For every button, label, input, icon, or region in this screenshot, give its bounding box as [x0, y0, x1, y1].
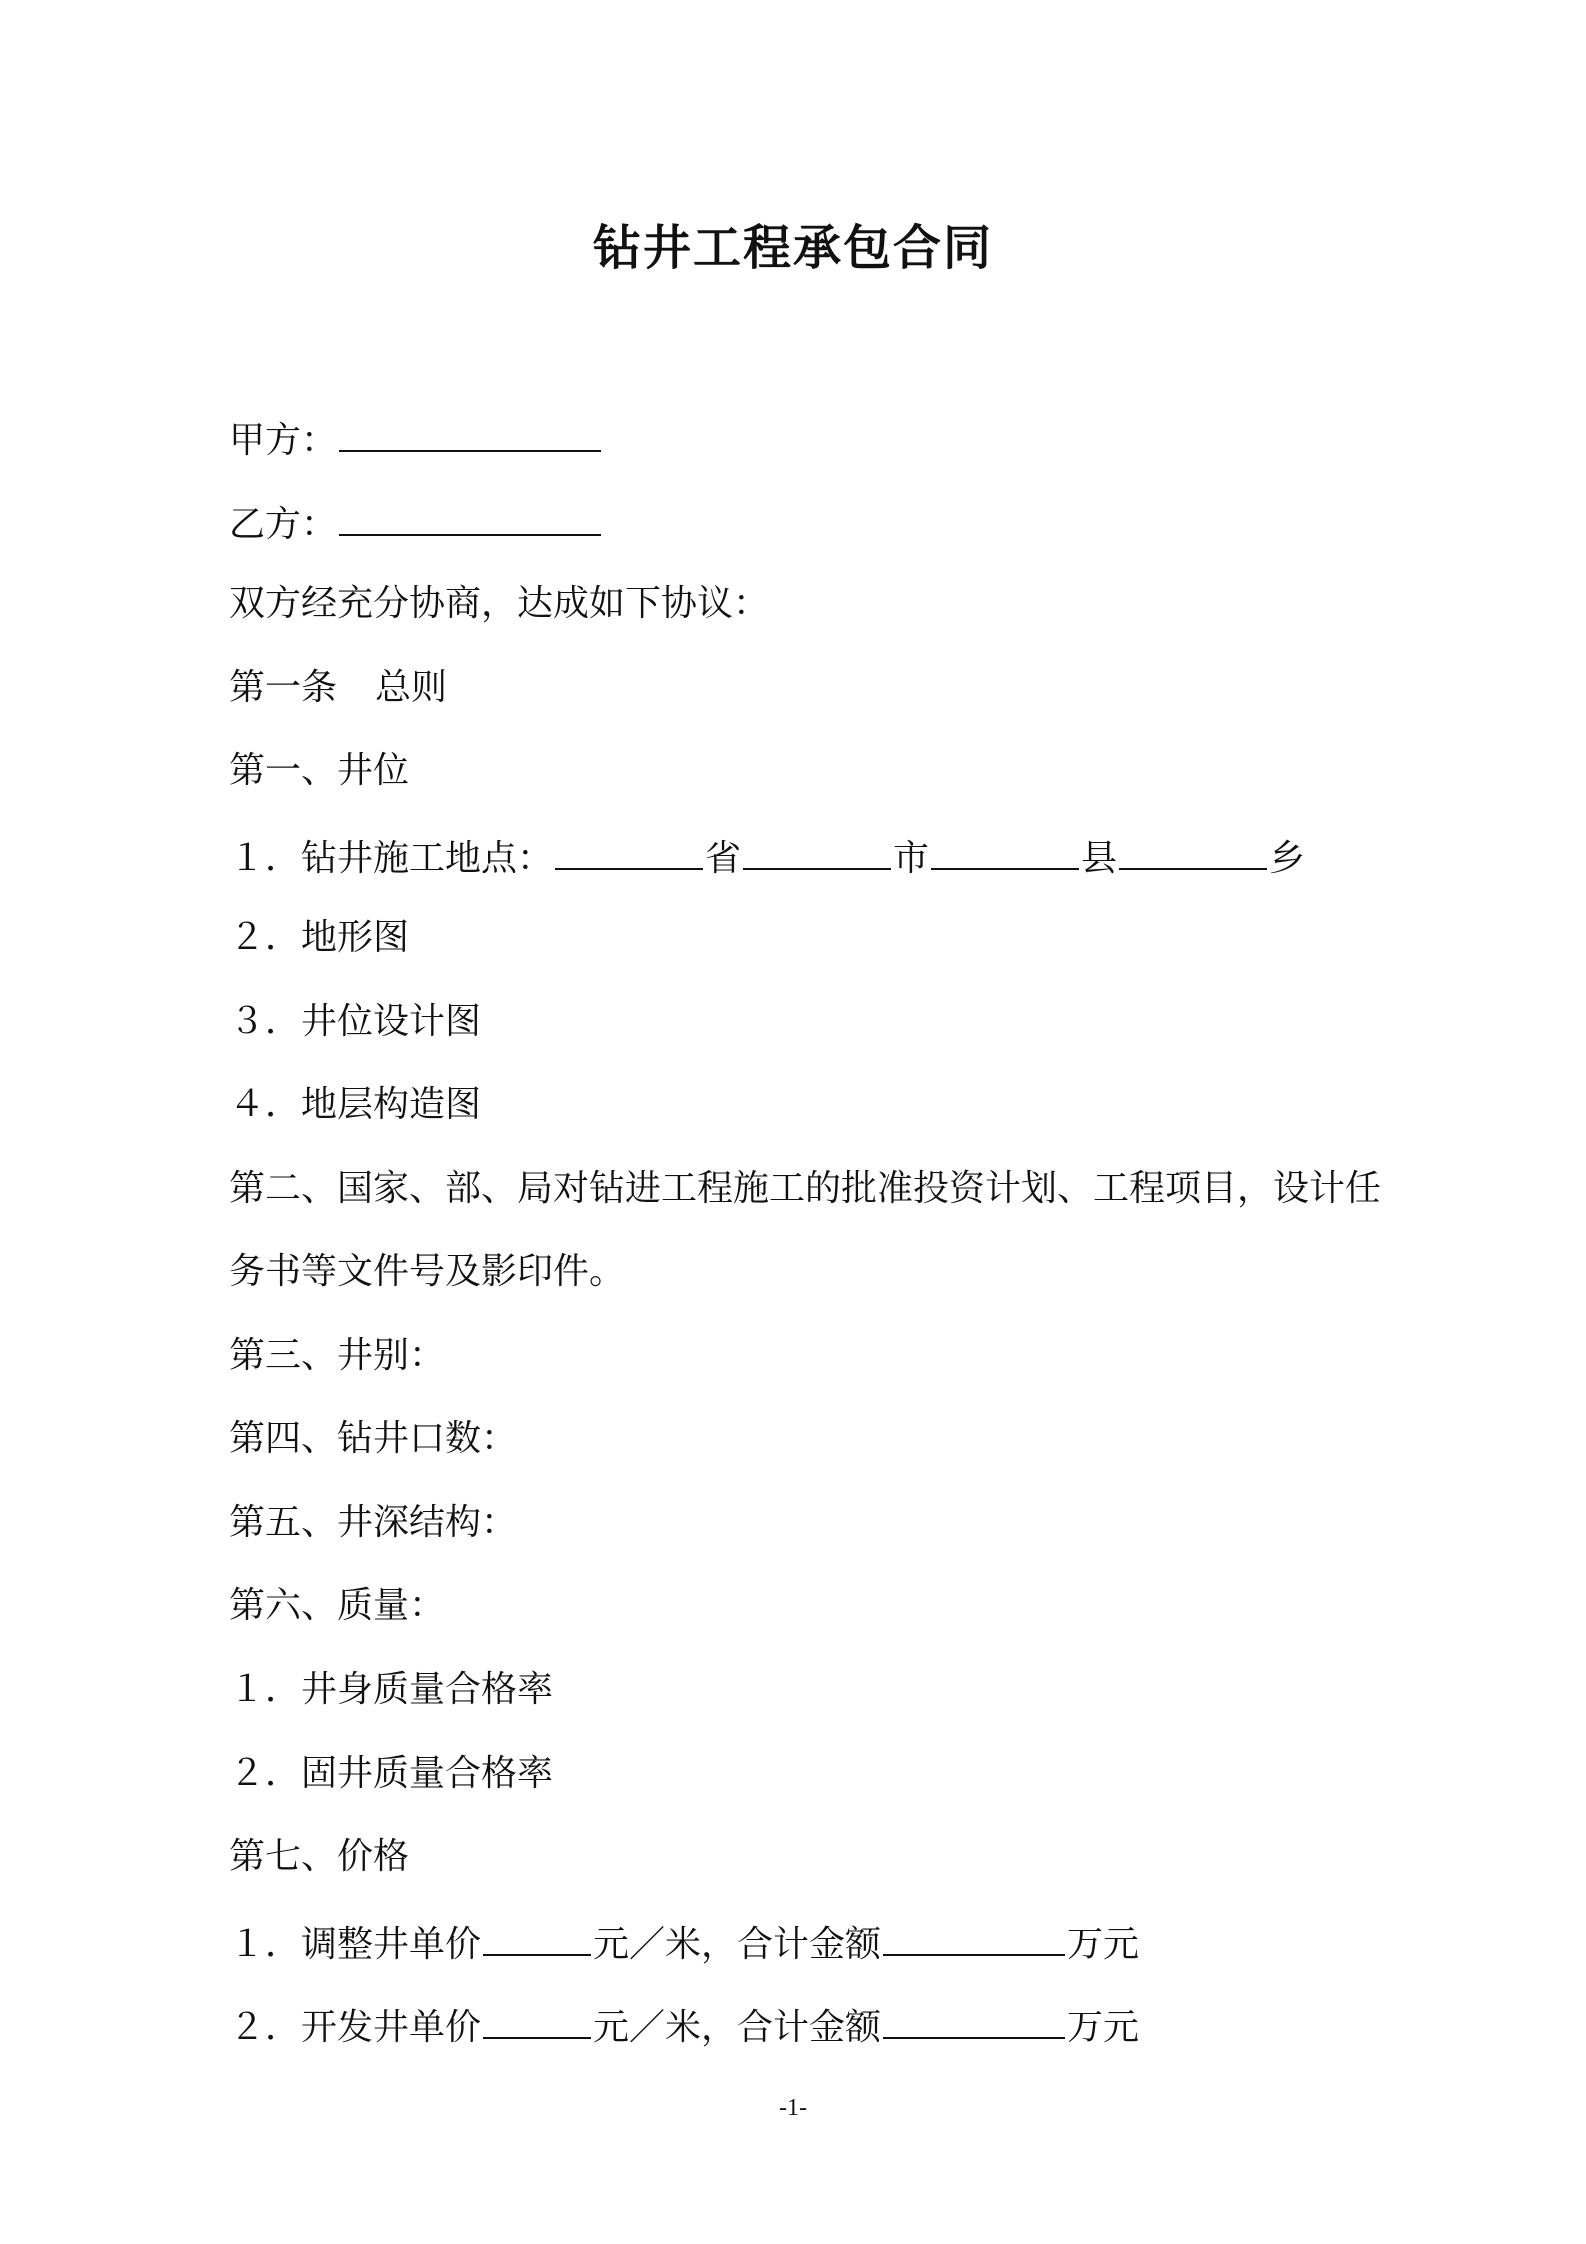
section-5: 第五、井深结构： — [229, 1502, 518, 1543]
adjust-well-price-blank — [483, 1916, 591, 1956]
section-2-line-1: 第二、国家、部、局对钻进工程施工的批准投资计划、工程项目，设计任 — [229, 1168, 1382, 1209]
province-label: 省 — [705, 838, 742, 879]
adjust-well-unit: 元／米，合计金额 — [593, 1924, 882, 1965]
section-2-line-2: 务书等文件号及影印件。 — [229, 1251, 626, 1292]
dev-well-suffix: 万元 — [1067, 2007, 1140, 2048]
page-number: -1- — [779, 2095, 807, 2121]
party-b-line — [229, 496, 603, 550]
province-blank — [555, 830, 703, 870]
section-1-heading: 第一、井位 — [229, 750, 410, 791]
section-7-item-1 — [229, 1916, 1139, 1970]
section-6-item-1: １．井身质量合格率 — [229, 1669, 554, 1710]
section-4: 第四、钻井口数： — [229, 1418, 518, 1459]
intro-text: 双方经充分协商，达成如下协议： — [229, 583, 770, 624]
party-a-label: 甲方： — [229, 420, 338, 461]
city-blank — [743, 830, 891, 870]
township-blank — [1119, 830, 1267, 870]
section-1-item-2: ２．地形图 — [229, 917, 410, 958]
location-prefix: １．钻井施工地点： — [229, 838, 554, 879]
section-1-item-4: ４．地层构造图 — [229, 1084, 482, 1125]
county-blank — [931, 830, 1079, 870]
party-a-line — [229, 412, 603, 466]
city-label: 市 — [893, 838, 930, 879]
article-1-heading — [229, 663, 447, 713]
party-b-label: 乙方： — [229, 504, 338, 545]
section-1-item-3: ３．井位设计图 — [229, 1001, 482, 1042]
section-6-item-2: ２．固井质量合格率 — [229, 1753, 554, 1794]
county-label: 县 — [1081, 838, 1118, 879]
township-label: 乡 — [1269, 838, 1306, 879]
dev-well-total-blank — [883, 1999, 1065, 2039]
dev-well-unit: 元／米，合计金额 — [593, 2007, 882, 2048]
section-6-heading: 第六、质量： — [229, 1585, 446, 1626]
adjust-well-total-blank — [883, 1916, 1065, 1956]
section-1-item-1 — [229, 830, 1305, 884]
section-3: 第三、井别： — [229, 1335, 446, 1376]
party-b-blank — [339, 496, 601, 536]
document-title: 钻井工程承包合同 — [592, 220, 993, 276]
section-7-item-2 — [229, 1999, 1139, 2053]
section-7-heading: 第七、价格 — [229, 1836, 410, 1877]
article-1-name: 总则 — [375, 667, 448, 708]
party-a-blank — [339, 412, 601, 452]
adjust-well-price-label: １．调整井单价 — [229, 1924, 482, 1965]
adjust-well-suffix: 万元 — [1067, 1924, 1140, 1965]
article-1-label: 第一条 — [229, 667, 338, 708]
dev-well-price-label: ２．开发井单价 — [229, 2007, 482, 2048]
dev-well-price-blank — [483, 1999, 591, 2039]
